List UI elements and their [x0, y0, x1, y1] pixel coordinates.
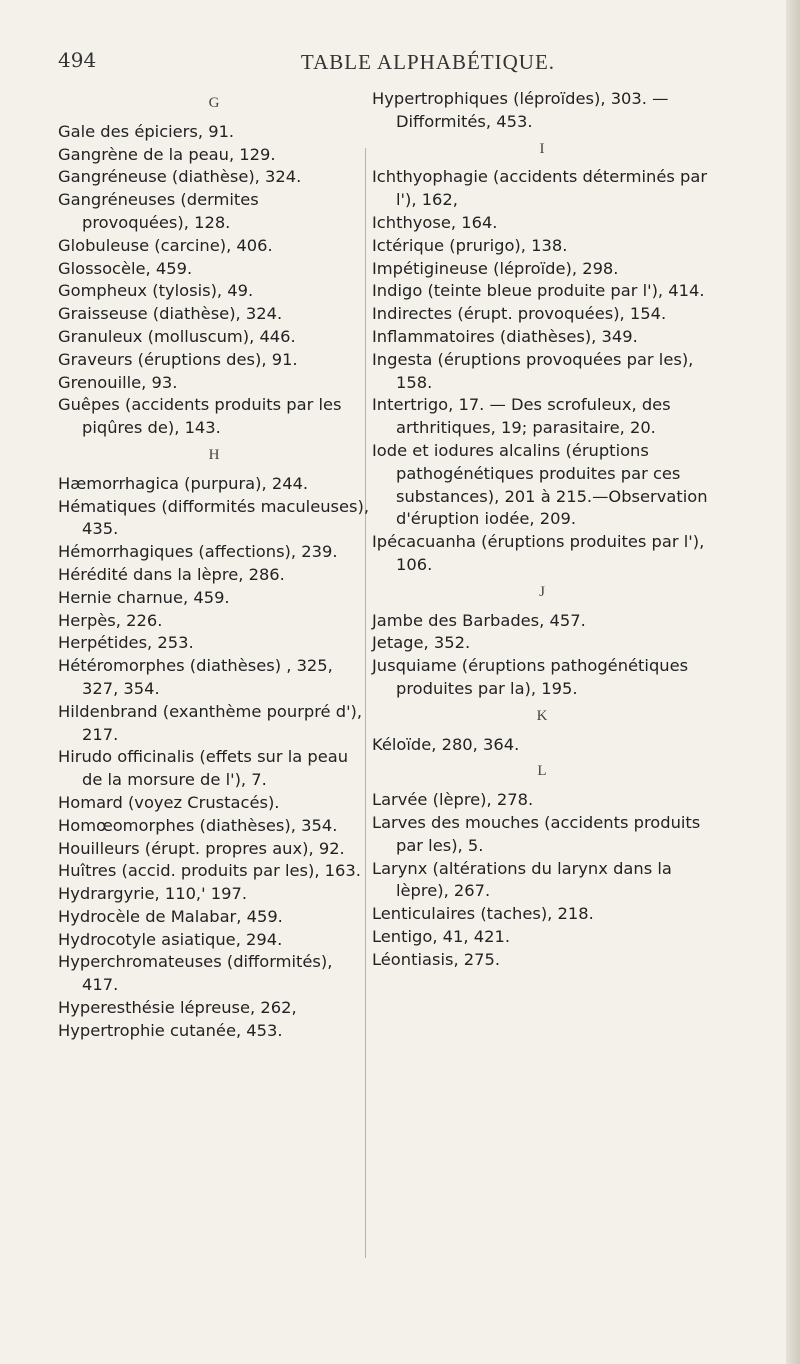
section-letter: K	[536, 707, 548, 724]
index-entry: Hyperesthésie lépreuse, 262,	[58, 998, 297, 1018]
index-entry: Ipécacuanha (éruptions produites par l'), 106.	[372, 532, 705, 574]
section-letter: H	[208, 446, 220, 463]
index-entry: Jusquiame (éruptions pathogénétiques produites par la), 195.	[372, 656, 689, 698]
index-entry: Hydrocèle de Malabar, 459.	[58, 906, 283, 926]
index-entry: Kéloïde, 280, 364.	[372, 734, 520, 754]
index-entry: Indigo (teinte bleue produite par l'), 414.	[372, 281, 705, 301]
index-entry: Hérédité dans la lèpre, 286.	[58, 564, 285, 584]
index-entry: Homard (voyez Crustacés).	[58, 792, 280, 812]
index-entry: Graisseuse (diathèse), 324.	[58, 304, 283, 324]
page-number: 494	[58, 48, 97, 72]
index-entry: Lentigo, 41, 421.	[372, 926, 510, 946]
index-entry: Hypertrophiques (léproïdes), 303. — Difformités, 453.	[372, 89, 669, 131]
index-entry: Hirudo officinalis (effets sur la peau de la morsure de l'), 7.	[58, 747, 349, 790]
index-entry: Huîtres (accid. produits par les), 163.	[58, 861, 361, 881]
index-entry: Iode et iodures alcalins (éruptions pathogénétiques produites par ces substances), 201 à 215.—Observation d'éruption iodée, 209.	[372, 440, 708, 529]
index-entry: Hernie charnue, 459.	[58, 587, 230, 607]
index-entry: Lenticulaires (taches), 218.	[372, 904, 594, 924]
index-entry: Grenouille, 93.	[58, 372, 178, 392]
page-header	[58, 48, 748, 84]
index-entry: Inflammatoires (diathèses), 349.	[372, 326, 638, 346]
index-entry: Hydrocotyle asiatique, 294.	[58, 929, 283, 949]
index-entry: Ichthyophagie (accidents déterminés par l'), 162,	[372, 167, 708, 210]
index-entry: Granuleux (molluscum), 446.	[58, 326, 296, 346]
index-entry: Hétéromorphes (diathèses) , 325, 327, 354.	[58, 656, 333, 698]
index-entry: Gompheux (tylosis), 49.	[58, 281, 254, 301]
running-title: TABLE ALPHABÉTIQUE.	[300, 50, 556, 74]
left-column	[58, 88, 370, 1043]
index-entry: Indirectes (érupt. provoquées), 154.	[372, 304, 667, 324]
index-entry: Hæmorrhagica (purpura), 244.	[58, 473, 309, 493]
right-column	[372, 88, 712, 971]
section-letter: G	[208, 95, 220, 111]
index-entry: Gangrène de la peau, 129.	[58, 144, 276, 164]
index-entry: Gale des épiciers, 91.	[58, 121, 235, 141]
index-entry: Hyperchromateuses (difformités), 417.	[58, 952, 333, 995]
index-entry: Larvée (lèpre), 278.	[372, 790, 534, 810]
index-entry: Larynx (altérations du larynx dans la lèpre), 267.	[372, 858, 672, 901]
index-entry: Ictérique (prurigo), 138.	[372, 235, 568, 255]
index-entry: Glossocèle, 459.	[58, 258, 193, 278]
index-entry: Herpès, 226.	[58, 610, 163, 630]
section-letter: J	[539, 583, 545, 600]
index-entry: Hémorrhagiques (affections), 239.	[58, 542, 338, 562]
index-entry: Herpétides, 253.	[58, 633, 194, 653]
section-letter: I	[539, 140, 545, 157]
index-entry: Globuleuse (carcine), 406.	[58, 235, 273, 255]
index-entry: Guêpes (accidents produits par les piqûres de), 143.	[58, 395, 342, 438]
index-entry: Ingesta (éruptions provoquées par les), 158.	[372, 349, 694, 392]
index-entry: Ichthyose, 164.	[372, 212, 498, 232]
index-entry: Jetage, 352.	[372, 633, 471, 653]
index-entry: Léontiasis, 275.	[372, 949, 501, 969]
index-entry: Gangréneuses (dermites provoquées), 128.	[58, 190, 259, 232]
index-entry: Intertrigo, 17. — Des scrofuleux, des arthritiques, 19; parasitaire, 20.	[372, 395, 671, 438]
index-entry: Hypertrophie cutanée, 453.	[58, 1020, 283, 1040]
index-entry: Graveurs (éruptions des), 91.	[58, 349, 298, 369]
index-entry: Homœomorphes (diathèses), 354.	[58, 815, 338, 835]
index-entry: Impétigineuse (léproïde), 298.	[372, 258, 619, 278]
index-entry: Hydrargyrie, 110,' 197.	[58, 884, 247, 904]
index-entry: Houilleurs (érupt. propres aux), 92.	[58, 838, 345, 858]
index-entry: Jambe des Barbades, 457.	[372, 610, 586, 630]
section-letter: L	[537, 763, 547, 780]
index-entry: Hématiques (difformités maculeuses), 435.	[58, 496, 370, 539]
index-entry: Gangréneuse (diathèse), 324.	[58, 167, 302, 187]
index-entry: Larves des mouches (accidents produits par les), 5.	[372, 812, 701, 855]
page-edge	[786, 0, 800, 1364]
index-entry: Hildenbrand (exanthème pourpré d'), 217.	[58, 701, 363, 744]
